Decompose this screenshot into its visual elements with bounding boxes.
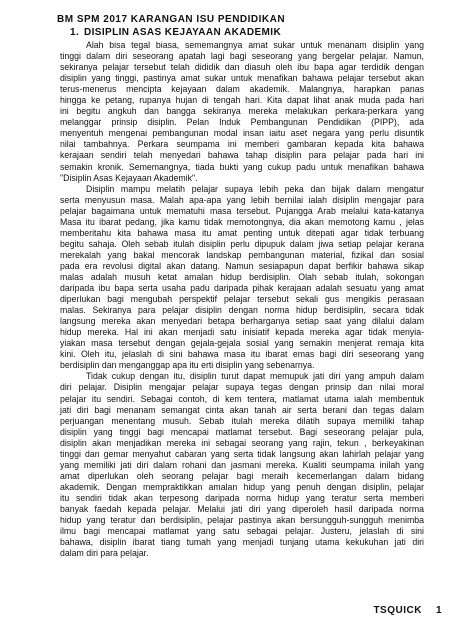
paragraph-line: nilai tambahnya. Perkara seumpama ini memberi gambaran kepada kita bahawa: [60, 139, 424, 150]
paragraph-line: akademik. Dengan mempraktikkan amalan hidup yang penuh dengan disiplin, pelajar: [60, 481, 424, 492]
paragraph-line: hidup mereka. Hal ini akan menjadi satu inisiatif kepada mereka agar tidak menyia-: [60, 327, 424, 338]
paragraph-line: hidup yang teratur dan berdisiplin, pelajar pastinya akan bersungguh-sungguh menimba: [60, 515, 424, 526]
paragraph-line: bahawa, disiplin ibarat tiang tumah yang menjadi tunjang utama kekukuhan jati diri: [60, 537, 424, 548]
paragraph-line: begitu sahaja. Oleh sebab itulah disiplin perlu dipupuk dalam jiwa setiap pelajar kerana: [60, 238, 424, 249]
document-heading: BM SPM 2017 KARANGAN ISU PENDIDIKAN: [57, 14, 286, 25]
page-footer: [373, 605, 442, 616]
paragraph-line: "Disiplin Asas Kejayaan Akademik".: [60, 172, 198, 183]
paragraph-line: disiplin yang tinggi, pastinya amat sukar untuk menafikan bahawa pelajar tersebut akan: [60, 73, 424, 84]
paragraph-line: perjuangan menentang musuh. Sebab itulah mereka dilatih supaya memiliki tahap: [60, 415, 424, 426]
paragraph-line: berdisiplin dan menganggap apa itu erti disiplin yang sebenarnya.: [60, 360, 315, 371]
paragraph-line: yang memiliki jati diri dalam rohani dan jasmani mereka. Kualiti seumpama inilah yang: [60, 459, 424, 470]
paragraph-line: memberitahu kita bahawa masa itu amat penting untuk ditepati agar tidak terbuang: [60, 227, 424, 238]
paragraph-line: hingga ke petang, rupanya hujan di tengah hari. Kita dapat lihat anak muda pada hari: [60, 95, 424, 106]
paragraph-line: daripada ibu bapa serta usaha padu daripada pihak kerajaan adalah sesuatu yang amat: [60, 283, 424, 294]
paragraph-line: langsung mereka akan menyedari betapa berharganya setiap saat yang dilalui dalam: [60, 316, 424, 327]
paragraph-line: merekalah yang bakal mencorak landskap pembangunan material, fizikal dan sosial: [60, 249, 424, 260]
paragraph-line: Alah bisa tegal biasa, sememangnya amat sukar untuk menanam disiplin yang: [86, 40, 424, 50]
paragraph-line: Masa itu ibarat pedang, jika kamu tidak memotongnya, dia akan memotong kamu , jelas: [60, 216, 424, 227]
paragraph: [60, 371, 424, 559]
page-number: 1: [435, 605, 442, 616]
paragraph-line: pelajar bagaimana untuk mematuhi masa tersebut. Pujangga Arab melalui kata-katanya: [60, 205, 424, 216]
section-title: [70, 27, 281, 38]
paragraph-line: malas adalah musuh ketat amalan hidup berdisiplin. Olah sebab itulah, sokongan: [60, 271, 424, 282]
paragraph-line: Tidak cukup dengan itu, disiplin turut dapat memupuk jati diri yang ampuh dalam: [86, 371, 424, 382]
paragraph-line: ilmu bagi mencapai matlamat yang satu sebagai pelajar. Justeru, jelaslah di sini: [60, 526, 424, 537]
paragraph-line: tinggi dalam diri seseorang apatah lagi bagi seseorang yang bergelar pelajar. Namun,: [60, 51, 424, 62]
paragraph-line: kini. Oleh itu, jelaslah di sini bahawa masa itu ibarat emas bagi diri seseorang yang: [60, 349, 424, 360]
paragraph-line: disiplin yang tinggi bagi mencapai matlamat tersebut. Bagi seseorang pelajar pula,: [60, 426, 424, 437]
paragraph: [60, 184, 424, 372]
paragraph-line: amat diperlukan oleh seorang pelajar bagi meraih kecemerlangan dalam bidang: [60, 470, 424, 481]
paragraph-line: pada era revolusi digital akan datang. Namun sesiapapun dapat berfikir bahawa sikap: [60, 260, 424, 271]
paragraph-line: diperlukan bagi mengubah perspektif pelajar tersebut sekali gus mengikis perasaan: [60, 294, 424, 305]
paragraph-line: Disiplin mampu melatih pelajar supaya lebih peka dan bijak dalam mengatur: [86, 183, 424, 194]
paragraph-line: disiplin akan menjadikan mereka ini sebagai seorang yang rajin, tekun , berkeyakinan: [60, 437, 424, 448]
paragraph-line: sekiranya pelajar tersebut telah dididik dan diasuh oleh ibu bapa agar terdidik dengan: [60, 62, 424, 73]
paragraph-line: dalam diri para pelajar.: [60, 548, 149, 559]
paragraph-line: itu sendiri tidak akan terpesong daripada norma hidup yang teratur serta memberi: [60, 492, 424, 503]
paragraph-line: semakin kronik. Sememangnya, tiada bukti yang cukup padu untuk menafikan bahawa: [60, 161, 424, 172]
paragraph-line: terus-menerus mencipta kejayaan dalam akademik. Malangnya, harapkan panas: [60, 84, 424, 95]
paragraph-line: serta menyusun masa. Malah apa-apa yang lebih bernilai ialah disiplin mengajar para: [60, 194, 424, 205]
section-number: 1.: [70, 27, 80, 38]
paragraph-line: yiakan masa tersebut dengan gejala-gejala sosial yang semakin menjerat remaja kita: [60, 338, 424, 349]
paragraph-line: kerajaan sendiri telah menyedari bahawa tahap disiplin para pelajar pada hari ini: [60, 150, 424, 161]
paragraph-line: tinggi dan gemar menyahut cabaran yang serta tidak langsung akan lahirlah pelajar yang: [60, 448, 424, 459]
paragraph-line: diri pelajar. Disiplin mengajar pelajar supaya tegas dengan prinsip dan nilai moral: [60, 382, 424, 393]
paragraph-line: malas. Sekiranya para pelajar disiplin dengan norma hidup berdisiplin, secara tidak: [60, 305, 424, 316]
paragraph-line: banyak faedah kepada pelajar. Melalui jati diri yang diperoleh hasil daripada norma: [60, 503, 424, 514]
paragraph-line: melanggar prinsip disiplin. Pelan Induk Pembangunan Pendidikan (PIPP), ada: [60, 117, 424, 128]
paragraph-line: ini begitu angkuh dan bangga sekiranya mereka melakukan perkara-perkara yang: [60, 106, 424, 117]
paragraph-line: jati diri bagi menanam semangat cinta akan tanah air serta berani dan tegas dalam: [60, 404, 424, 415]
paragraph: [60, 40, 424, 184]
paragraph-line: pelajar itu sendiri. Sebagai contoh, di kem tentera, matlamat utama ialah membentuk: [60, 393, 424, 404]
section-title-text: DISIPLIN ASAS KEJAYAAN AKADEMIK: [84, 27, 282, 38]
paragraph-line: menyentuh mengenai pembangunan modal insan iaitu aset negara yang perlu disuntik: [60, 128, 424, 139]
essay-body: [60, 40, 424, 559]
footer-label: TSQUICK: [373, 605, 422, 616]
